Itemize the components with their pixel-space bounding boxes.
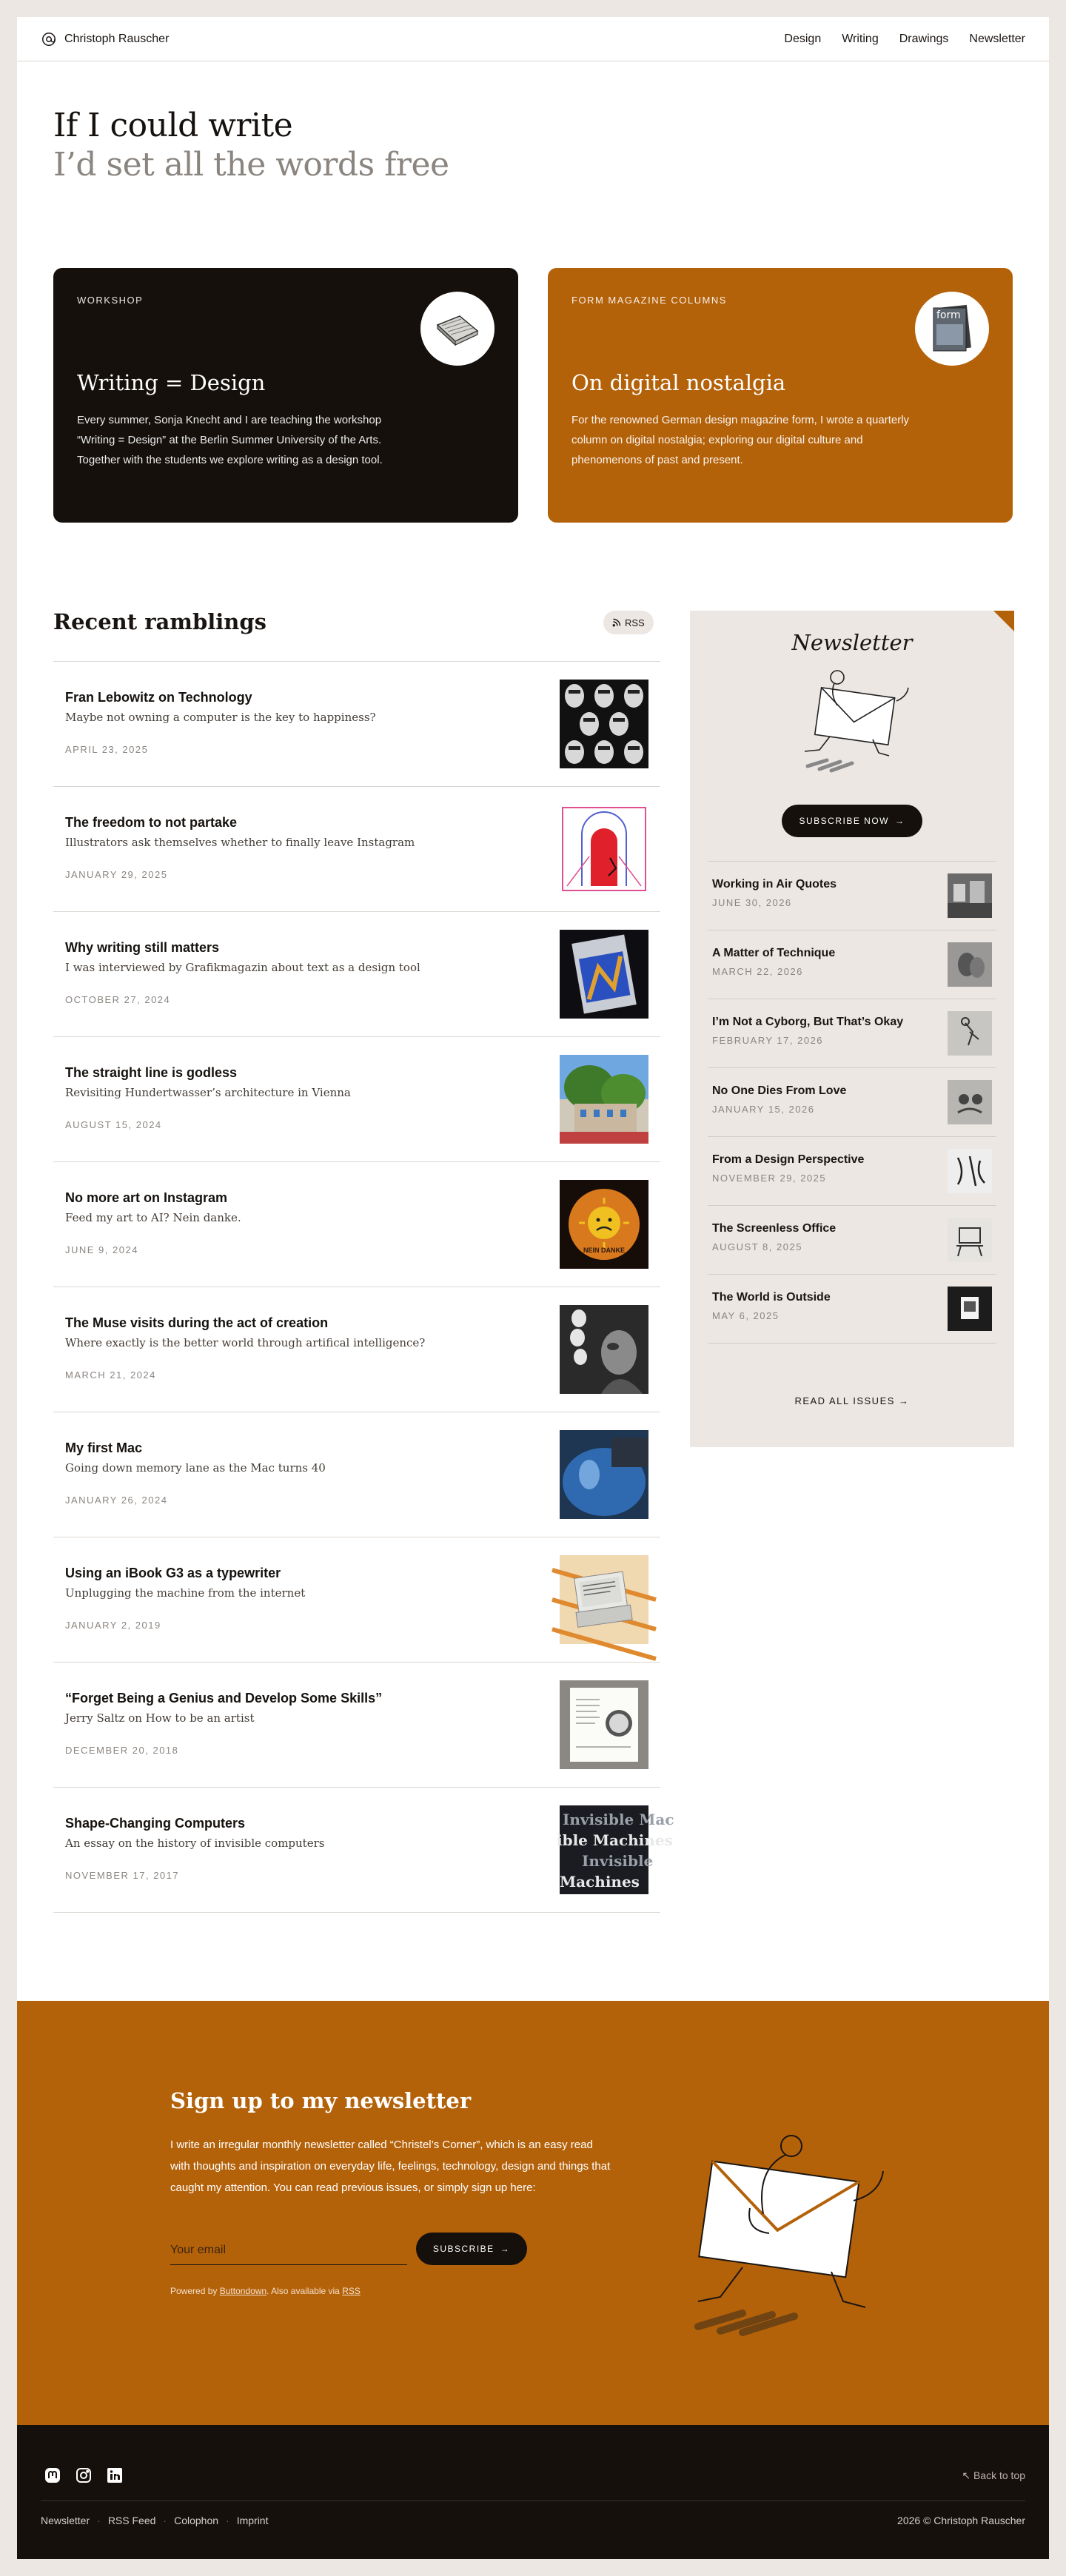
post-title: Shape-Changing Computers — [65, 1816, 246, 1831]
subscribe-button[interactable] — [416, 2233, 527, 2265]
subscribe-label: SUBSCRIBE — [432, 2244, 495, 2254]
post-title: “Forget Being a Genius and Develop Some Skills” — [65, 1691, 383, 1705]
powered-prefix: Powered by — [170, 2286, 218, 2296]
buttondown-link[interactable]: Buttondown — [219, 2286, 267, 2296]
post-thumbnail — [557, 1805, 674, 1894]
post-item[interactable] — [53, 1788, 674, 1913]
powered-by-note — [170, 2286, 361, 2296]
post-title: The straight line is godless — [65, 1065, 238, 1080]
post-date: DECEMBER 20, 2018 — [65, 1745, 179, 1756]
svg-text:Invisible Mac: Invisible Mac — [563, 1811, 674, 1828]
hero-heading — [53, 106, 449, 184]
signup-description: I write an irregular monthly newsletter called “Christel’s Corner”, which is an easy read with thoughts and inspiration on everyday life, feelings, technology, design and things that caught my attention. You can read previous issues, or simply sign up here: — [170, 2139, 611, 2194]
post-item[interactable] — [53, 1412, 660, 1537]
copyright: 2026 © Christoph Rauscher — [897, 2515, 1025, 2526]
svg-text:Machines: Machines — [560, 1873, 640, 1891]
post-item[interactable] — [53, 1162, 660, 1287]
issue-date: JUNE 30, 2026 — [712, 897, 792, 908]
arrow-right-icon: → — [895, 816, 905, 826]
at-sign-logo-icon — [41, 31, 57, 47]
issue-date: JANUARY 15, 2026 — [712, 1104, 815, 1115]
subscribe-label: SUBSCRIBE NOW — [799, 816, 889, 826]
post-title: No more art on Instagram — [65, 1190, 228, 1205]
footer-link-rss-feed[interactable]: RSS Feed — [107, 2515, 156, 2526]
subscribe-now-button[interactable] — [782, 805, 922, 837]
issue-thumbnail — [948, 1011, 992, 1056]
arrow-right-icon: → — [500, 2244, 511, 2254]
issue-item[interactable] — [708, 1206, 996, 1275]
post-title: Using an iBook G3 as a typewriter — [65, 1566, 281, 1580]
footer-link-newsletter[interactable]: Newsletter — [41, 2515, 90, 2526]
post-date: JANUARY 26, 2024 — [65, 1495, 168, 1506]
svg-text:Invisible: Invisible — [582, 1852, 654, 1870]
rss-icon — [612, 618, 621, 627]
issue-title: The World is Outside — [712, 1291, 831, 1304]
card-title: Writing = Design — [77, 370, 266, 395]
issue-title: The Screenless Office — [712, 1222, 837, 1235]
post-item[interactable] — [53, 912, 660, 1037]
post-date: AUGUST 15, 2024 — [65, 1119, 162, 1130]
issue-title: Working in Air Quotes — [712, 878, 837, 890]
post-list — [53, 661, 674, 1913]
card-description: Every summer, Sonja Knecht and I are teaching the workshop “Writing = Design” at the Berlin Summer University of the Arts. Together with the students we explore writing as a design tool. — [77, 414, 383, 466]
card-description: For the renowned German design magazine form, I wrote a quarterly column on digital nostalgia; exploring our digital culture and phenomenons of past and present. — [571, 414, 910, 466]
back-to-top-link[interactable] — [962, 2469, 1025, 2482]
linkedin-icon[interactable] — [106, 2466, 124, 2484]
ramblings-title: Recent ramblings — [53, 609, 266, 634]
rss-label: RSS — [625, 617, 645, 628]
post-title: My first Mac — [65, 1440, 143, 1455]
issue-item[interactable] — [708, 1137, 996, 1206]
svg-text:NEIN DANKE: NEIN DANKE — [583, 1247, 626, 1254]
card-title: On digital nostalgia — [571, 370, 786, 395]
magazine-title: form — [936, 309, 961, 321]
issue-thumbnail — [948, 1218, 992, 1262]
post-date: OCTOBER 27, 2024 — [65, 994, 171, 1005]
issue-date: NOVEMBER 29, 2025 — [712, 1173, 827, 1184]
issue-item[interactable] — [708, 999, 996, 1068]
post-subtitle: I was interviewed by Grafikmagazin about text as a design tool — [65, 961, 420, 974]
post-subtitle: Maybe not owning a computer is the key to happiness? — [65, 711, 376, 724]
email-input[interactable] — [170, 2235, 407, 2265]
issue-date: MARCH 22, 2026 — [712, 966, 803, 977]
site-header — [17, 17, 1049, 61]
read-all-label: READ ALL ISSUES — [794, 1395, 895, 1406]
powered-mid: . Also available via — [266, 2286, 340, 2296]
signup-title: Sign up to my newsletter — [170, 2088, 472, 2113]
rss-link[interactable]: RSS — [342, 2286, 361, 2296]
post-subtitle: Going down memory lane as the Mac turns 40 — [65, 1461, 326, 1475]
post-item[interactable] — [53, 1537, 660, 1663]
issue-title: I’m Not a Cyborg, But That’s Okay — [712, 1016, 904, 1028]
post-thumbnail — [560, 930, 648, 1019]
back-to-top-label: Back to top — [973, 2469, 1025, 2481]
footer-link-colophon[interactable]: Colophon — [174, 2515, 219, 2526]
form-columns-card[interactable] — [548, 268, 1013, 523]
footer-link-imprint[interactable]: Imprint — [236, 2515, 269, 2526]
post-title: The freedom to not partake — [65, 815, 238, 830]
post-date: APRIL 23, 2025 — [65, 744, 149, 755]
post-subtitle: Revisiting Hundertwasser’s architecture in Vienna — [65, 1086, 351, 1099]
issue-date: FEBRUARY 17, 2026 — [712, 1035, 824, 1046]
main-nav — [784, 33, 1025, 46]
rss-button[interactable] — [603, 611, 654, 634]
issue-item[interactable] — [708, 1275, 996, 1344]
post-subtitle: Jerry Saltz on How to be an artist — [65, 1711, 255, 1725]
post-date: JANUARY 29, 2025 — [65, 869, 168, 880]
folded-corner — [993, 611, 1014, 631]
social-links — [44, 2466, 124, 2484]
separator: · — [163, 2515, 167, 2526]
post-date: MARCH 21, 2024 — [65, 1369, 156, 1381]
post-subtitle: Feed my art to AI? Nein danke. — [65, 1211, 241, 1224]
brand-name: Christoph Rauscher — [64, 32, 170, 45]
separator: · — [97, 2515, 101, 2526]
magazine-icon — [915, 292, 989, 366]
issue-thumbnail — [948, 873, 992, 918]
post-subtitle: An essay on the history of invisible computers — [65, 1837, 325, 1850]
issue-thumbnail — [948, 1149, 992, 1193]
arrow-right-icon: → — [899, 1395, 910, 1406]
newsletter-signup-section — [17, 2001, 1049, 2425]
post-subtitle: Illustrators ask themselves whether to finally leave Instagram — [65, 836, 415, 849]
issue-thumbnail — [948, 1287, 992, 1331]
site-footer — [17, 2425, 1049, 2559]
post-title: Fran Lebowitz on Technology — [65, 690, 252, 705]
post-thumbnail — [560, 1055, 648, 1144]
post-subtitle: Unplugging the machine from the internet — [65, 1586, 306, 1600]
post-thumbnail — [560, 1430, 648, 1519]
post-thumbnail — [560, 1305, 648, 1394]
post-date: JUNE 9, 2024 — [65, 1244, 138, 1255]
post-date: JANUARY 2, 2019 — [65, 1620, 161, 1631]
svg-text:ible Machines: ible Machines — [557, 1831, 673, 1849]
footer-nav — [41, 2515, 268, 2526]
newsletter-sidebar — [690, 611, 1014, 1447]
post-item[interactable] — [53, 1037, 660, 1162]
post-item[interactable] — [53, 1663, 660, 1788]
post-thumbnail — [560, 680, 648, 768]
post-title: Why writing still matters — [65, 940, 220, 955]
separator: · — [226, 2515, 229, 2526]
envelope-runner-illustration — [785, 663, 919, 774]
post-thumbnail — [560, 805, 648, 893]
book-icon — [420, 292, 495, 366]
instagram-icon[interactable] — [75, 2466, 93, 2484]
brand-logo[interactable] — [41, 31, 169, 47]
post-item[interactable] — [53, 662, 660, 787]
footer-divider — [41, 2500, 1025, 2501]
post-thumbnail — [560, 1555, 648, 1644]
issue-title: From a Design Perspective — [712, 1153, 865, 1166]
issue-thumbnail — [948, 942, 992, 987]
newsletter-title: Newsletter — [791, 630, 913, 655]
mastodon-icon[interactable] — [44, 2466, 61, 2484]
arrow-up-left-icon: ↖ — [962, 2469, 973, 2481]
page — [17, 17, 1049, 2559]
issue-title: No One Dies From Love — [712, 1084, 847, 1097]
nav-drawings[interactable]: Drawings — [899, 32, 949, 45]
issue-date: AUGUST 8, 2025 — [712, 1241, 802, 1252]
post-thumbnail — [560, 1680, 648, 1769]
envelope-runner-illustration — [661, 2119, 898, 2334]
issue-item[interactable] — [708, 862, 996, 930]
post-date: NOVEMBER 17, 2017 — [65, 1870, 180, 1881]
issue-item[interactable] — [708, 930, 996, 999]
issue-list — [708, 861, 996, 1344]
nav-writing[interactable]: Writing — [842, 32, 879, 45]
nav-design[interactable]: Design — [784, 32, 822, 45]
workshop-card[interactable] — [53, 268, 518, 523]
post-title: The Muse visits during the act of creation — [65, 1315, 329, 1330]
hero-line-1: If I could write — [53, 107, 293, 144]
card-eyebrow: WORKSHOP — [77, 295, 144, 306]
post-item[interactable] — [53, 1287, 660, 1412]
post-item[interactable] — [53, 787, 660, 912]
issue-date: MAY 6, 2025 — [712, 1310, 780, 1321]
post-thumbnail — [560, 1180, 648, 1269]
issue-title: A Matter of Technique — [712, 947, 836, 959]
nav-newsletter[interactable]: Newsletter — [969, 32, 1025, 45]
read-all-issues-link[interactable] — [690, 1395, 1014, 1406]
hero-line-2: I’d set all the words free — [53, 146, 449, 184]
issue-item[interactable] — [708, 1068, 996, 1137]
issue-thumbnail — [948, 1080, 992, 1124]
post-subtitle: Where exactly is the better world through artifical intelligence? — [65, 1336, 426, 1349]
card-eyebrow: FORM MAGAZINE COLUMNS — [571, 295, 727, 306]
